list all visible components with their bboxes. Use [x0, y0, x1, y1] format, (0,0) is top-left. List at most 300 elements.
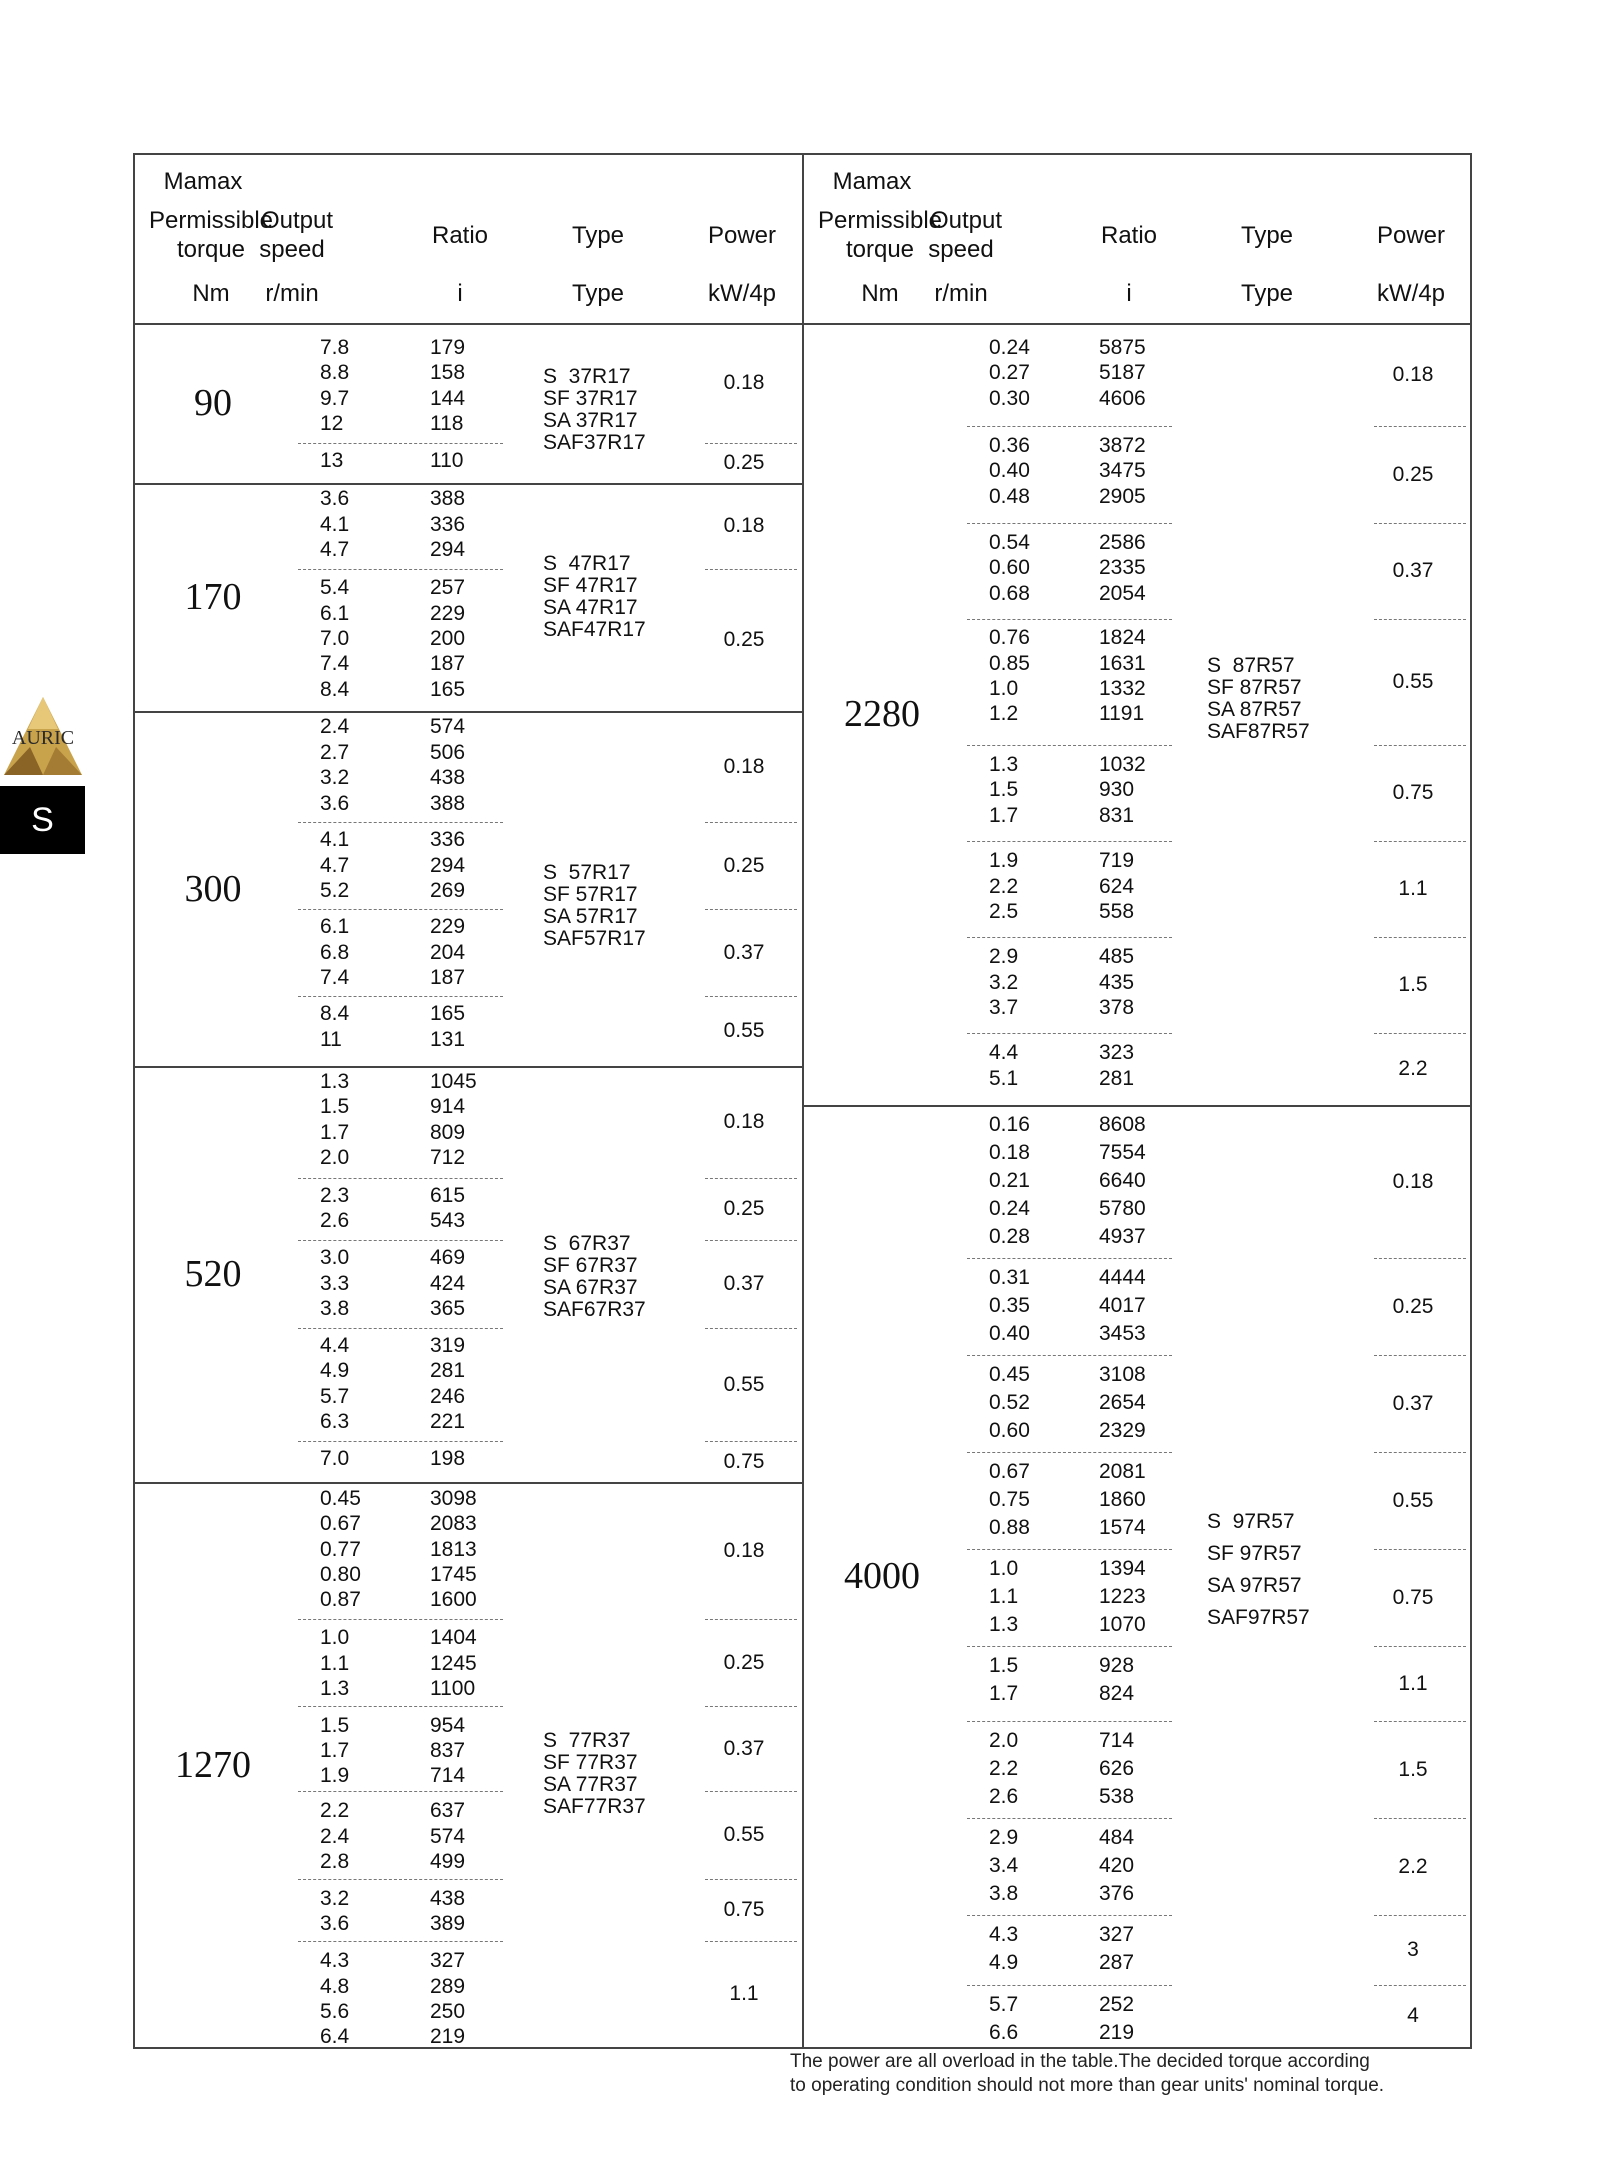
output-speed: 2.0 — [320, 1146, 350, 1169]
row-separator — [967, 619, 1172, 620]
output-speed: 7.8 — [320, 336, 350, 359]
table-header-divider — [133, 323, 1470, 325]
ratio-value: 615 — [430, 1184, 466, 1207]
header-power-unit: kW/4p — [707, 280, 777, 307]
power-separator — [1374, 1258, 1466, 1259]
output-speed: 9.7 — [320, 387, 350, 410]
output-speed: 0.88 — [989, 1516, 1030, 1539]
type-designation — [1207, 655, 1310, 743]
output-speed: 1.7 — [320, 1739, 350, 1762]
output-speed: 6.8 — [320, 941, 350, 964]
power-separator — [705, 909, 797, 910]
power-separator — [1374, 1985, 1466, 1986]
power-value: 1.5 — [1398, 973, 1428, 996]
output-speed: 3.6 — [320, 487, 350, 510]
output-speed: 0.45 — [989, 1363, 1030, 1386]
type-designation — [543, 1730, 646, 1818]
type-line: SAF67R37 — [543, 1298, 646, 1321]
output-speed: 6.4 — [320, 2025, 350, 2048]
ratio-value: 219 — [1099, 2021, 1135, 2044]
power-value: 0.25 — [723, 1197, 765, 1220]
type-line: SF 37R17 — [543, 387, 638, 410]
header-speed-unit: r/min — [934, 280, 988, 307]
ratio-value: 485 — [1099, 945, 1135, 968]
ratio-value: 809 — [430, 1121, 466, 1144]
ratio-value: 179 — [430, 336, 466, 359]
output-speed: 1.7 — [989, 1682, 1019, 1705]
row-separator — [967, 1985, 1172, 1986]
ratio-value: 281 — [1099, 1067, 1135, 1090]
ratio-value: 837 — [430, 1739, 466, 1762]
output-speed: 3.6 — [320, 792, 350, 815]
output-speed: 1.3 — [989, 753, 1019, 776]
output-speed: 4.8 — [320, 1975, 350, 1998]
torque-value: 2280 — [844, 693, 920, 735]
power-separator — [705, 1441, 797, 1442]
type-line: SAF87R57 — [1207, 720, 1310, 743]
output-speed: 0.24 — [989, 336, 1030, 359]
ratio-value: 281 — [430, 1359, 466, 1382]
output-speed: 6.1 — [320, 602, 350, 625]
power-separator — [705, 1879, 797, 1880]
output-speed: 0.76 — [989, 626, 1030, 649]
ratio-value: 506 — [430, 741, 466, 764]
output-speed: 7.0 — [320, 627, 350, 650]
row-separator — [298, 909, 503, 910]
type-line: SAF37R17 — [543, 431, 646, 454]
output-speed: 5.2 — [320, 879, 350, 902]
power-value: 1.1 — [729, 1982, 759, 2005]
output-speed: 2.2 — [989, 1757, 1019, 1780]
output-speed: 13 — [320, 449, 344, 472]
type-line: SA 37R17 — [543, 409, 638, 432]
output-speed: 2.2 — [989, 875, 1019, 898]
output-speed: 1.9 — [989, 849, 1019, 872]
output-speed: 4.7 — [320, 538, 350, 561]
ratio-value: 2654 — [1099, 1391, 1146, 1414]
output-speed: 1.3 — [989, 1613, 1019, 1636]
output-speed: 3.4 — [989, 1854, 1019, 1877]
output-speed: 2.5 — [989, 900, 1019, 923]
output-speed: 3.2 — [320, 766, 350, 789]
ratio-value: 336 — [430, 513, 466, 536]
power-separator — [705, 1706, 797, 1707]
output-speed: 0.40 — [989, 459, 1030, 482]
header-torque-label: Mamax — [832, 168, 912, 195]
row-separator — [967, 1721, 1172, 1722]
power-value: 0.55 — [723, 1019, 765, 1042]
row-separator — [298, 1328, 503, 1329]
ratio-value: 294 — [430, 538, 466, 561]
type-line: S 37R17 — [543, 365, 631, 388]
type-designation — [1207, 1506, 1310, 1634]
ratio-value: 1631 — [1099, 652, 1146, 675]
ratio-value: 1245 — [430, 1652, 477, 1675]
output-speed: 4.1 — [320, 513, 350, 536]
ratio-value: 1860 — [1099, 1488, 1146, 1511]
output-speed: 1.0 — [320, 1626, 350, 1649]
power-separator — [705, 1178, 797, 1179]
output-speed: 0.67 — [989, 1460, 1030, 1483]
power-separator — [705, 822, 797, 823]
output-speed: 4.7 — [320, 854, 350, 877]
power-value: 0.18 — [1392, 362, 1434, 386]
ratio-value: 424 — [430, 1272, 466, 1295]
output-speed: 7.4 — [320, 652, 350, 675]
ratio-value: 1404 — [430, 1626, 477, 1649]
ratio-value: 712 — [430, 1146, 466, 1169]
type-designation — [543, 553, 646, 641]
output-speed: 6.6 — [989, 2021, 1019, 2044]
power-value: 0.75 — [1392, 1585, 1434, 1609]
footnote-line: to operating condition should not more than gear units' nominal torque. — [790, 2075, 1385, 2096]
output-speed: 2.2 — [320, 1799, 350, 1822]
output-speed: 2.3 — [320, 1184, 350, 1207]
header-torque-unit: Nm — [192, 280, 230, 307]
power-separator — [1374, 1646, 1466, 1647]
ratio-value: 538 — [1099, 1785, 1135, 1808]
ratio-value: 558 — [1099, 900, 1135, 923]
row-separator — [967, 1452, 1172, 1453]
output-speed: 0.28 — [989, 1225, 1030, 1248]
power-separator — [1374, 1721, 1466, 1722]
output-speed: 1.5 — [989, 1654, 1019, 1677]
torque-value: 90 — [194, 382, 232, 424]
group-divider — [133, 711, 802, 713]
output-speed: 4.9 — [989, 1951, 1019, 1974]
output-speed: 0.60 — [989, 1419, 1030, 1442]
type-line: SA 57R17 — [543, 905, 638, 928]
ratio-value: 2083 — [430, 1512, 477, 1535]
ratio-value: 714 — [430, 1764, 466, 1787]
header-speed-label: speed — [259, 236, 325, 263]
row-separator — [298, 569, 503, 570]
output-speed: 4.1 — [320, 828, 350, 851]
ratio-value: 365 — [430, 1297, 466, 1320]
power-value: 0.37 — [1392, 559, 1434, 582]
ratio-value: 1824 — [1099, 626, 1146, 649]
output-speed: 6.3 — [320, 1410, 350, 1433]
output-speed: 3.8 — [989, 1882, 1019, 1905]
header-type-label: Type — [1240, 280, 1294, 307]
ratio-value: 4444 — [1099, 1266, 1146, 1289]
ratio-value: 1223 — [1099, 1585, 1146, 1608]
output-speed: 0.87 — [320, 1588, 361, 1611]
ratio-value: 257 — [430, 576, 466, 599]
power-value: 0.25 — [723, 1650, 765, 1674]
output-speed: 1.7 — [320, 1121, 350, 1144]
row-separator — [298, 996, 503, 997]
ratio-value: 624 — [1099, 875, 1135, 898]
power-value: 0.75 — [723, 1449, 765, 1473]
power-separator — [1374, 841, 1466, 842]
power-separator — [1374, 1452, 1466, 1453]
output-speed: 0.30 — [989, 387, 1030, 410]
power-separator — [705, 1791, 797, 1792]
output-speed: 3.2 — [320, 1887, 350, 1910]
output-speed: 1.7 — [989, 804, 1019, 827]
output-speed: 8.4 — [320, 1002, 350, 1025]
power-separator — [1374, 523, 1466, 524]
type-line: SAF97R57 — [1207, 1606, 1310, 1629]
type-line: SA 47R17 — [543, 596, 638, 619]
row-separator — [298, 1178, 503, 1179]
power-value: 2.2 — [1398, 1854, 1428, 1878]
ratio-value: 574 — [430, 715, 466, 738]
header-type-label: Type — [571, 222, 625, 249]
ratio-value: 543 — [430, 1209, 466, 1232]
header-torque-label: Permissible — [817, 207, 943, 234]
output-speed: 0.85 — [989, 652, 1030, 675]
output-speed: 5.6 — [320, 2000, 350, 2023]
row-separator — [298, 1441, 503, 1442]
row-separator — [967, 1646, 1172, 1647]
power-separator — [705, 1240, 797, 1241]
table-border — [1470, 153, 1472, 2049]
header-speed-label: speed — [928, 236, 994, 263]
type-line: SAF77R37 — [543, 1795, 646, 1818]
type-line: SF 77R37 — [543, 1751, 638, 1774]
ratio-value: 719 — [1099, 849, 1135, 872]
power-separator — [1374, 745, 1466, 746]
type-designation — [543, 366, 646, 454]
output-speed: 0.75 — [989, 1488, 1030, 1511]
power-value: 0.55 — [1392, 1488, 1434, 1512]
power-separator — [1374, 1915, 1466, 1916]
power-value: 0.18 — [723, 1538, 765, 1562]
ratio-value: 5875 — [1099, 336, 1146, 359]
type-line: SF 47R17 — [543, 574, 638, 597]
type-line: S 67R37 — [543, 1232, 631, 1255]
table-border — [802, 153, 804, 2047]
output-speed: 11 — [320, 1028, 342, 1051]
ratio-value: 252 — [1099, 1993, 1135, 2016]
output-speed: 3.6 — [320, 1912, 350, 1935]
ratio-value: 378 — [1099, 996, 1135, 1019]
ratio-value: 269 — [430, 879, 466, 902]
ratio-value: 323 — [1099, 1041, 1135, 1064]
ratio-value: 2054 — [1099, 582, 1146, 605]
ratio-value: 1745 — [430, 1563, 477, 1586]
footnote — [790, 2050, 1384, 2098]
ratio-value: 229 — [430, 915, 466, 938]
output-speed: 1.9 — [320, 1764, 350, 1787]
output-speed: 2.9 — [989, 1826, 1019, 1849]
output-speed: 1.0 — [989, 1557, 1019, 1580]
output-speed: 0.80 — [320, 1563, 361, 1586]
type-line: SA 87R57 — [1207, 698, 1302, 721]
power-value: 0.55 — [723, 1372, 765, 1396]
output-speed: 0.77 — [320, 1538, 361, 1561]
row-separator — [967, 1818, 1172, 1819]
output-speed: 3.7 — [989, 996, 1019, 1019]
power-value: 0.75 — [723, 1898, 765, 1921]
power-value: 0.25 — [723, 628, 765, 651]
output-speed: 0.31 — [989, 1266, 1030, 1289]
output-speed: 2.7 — [320, 741, 350, 764]
ratio-value: 204 — [430, 941, 466, 964]
ratio-value: 484 — [1099, 1826, 1135, 1849]
output-speed: 0.40 — [989, 1322, 1030, 1345]
header-type-label: Type — [1240, 222, 1294, 249]
ratio-value: 420 — [1099, 1854, 1135, 1877]
ratio-value: 376 — [1099, 1882, 1135, 1905]
ratio-value: 158 — [430, 361, 466, 384]
power-value: 0.37 — [723, 1736, 765, 1760]
ratio-value: 438 — [430, 766, 466, 789]
row-separator — [967, 523, 1172, 524]
ratio-value: 6640 — [1099, 1169, 1146, 1192]
type-line: S 77R37 — [543, 1729, 631, 1752]
ratio-value: 3475 — [1099, 459, 1146, 482]
ratio-value: 250 — [430, 2000, 466, 2023]
output-speed: 2.4 — [320, 1825, 350, 1848]
ratio-value: 131 — [430, 1028, 466, 1051]
ratio-value: 2586 — [1099, 531, 1146, 554]
row-separator — [967, 1258, 1172, 1259]
ratio-value: 388 — [430, 792, 466, 815]
type-line: SF 97R57 — [1207, 1542, 1302, 1565]
header-speed-label: Output — [929, 207, 1003, 234]
power-separator — [705, 996, 797, 997]
power-separator — [705, 1619, 797, 1620]
ratio-value: 246 — [430, 1385, 466, 1408]
ratio-value: 200 — [430, 627, 466, 650]
type-line: SAF57R17 — [543, 927, 646, 950]
ratio-value: 221 — [430, 1410, 466, 1433]
power-value: 0.55 — [723, 1823, 765, 1846]
output-speed: 1.0 — [989, 677, 1019, 700]
output-speed: 5.7 — [989, 1993, 1019, 2016]
output-speed: 0.36 — [989, 434, 1030, 457]
output-speed: 1.1 — [989, 1585, 1019, 1608]
output-speed: 0.35 — [989, 1294, 1030, 1317]
ratio-value: 2905 — [1099, 485, 1146, 508]
output-speed: 8.4 — [320, 678, 350, 701]
output-speed: 0.27 — [989, 361, 1030, 384]
ratio-value: 1045 — [430, 1070, 477, 1093]
type-designation — [543, 1233, 646, 1321]
output-speed: 1.2 — [989, 702, 1019, 725]
power-separator — [1374, 1355, 1466, 1356]
torque-value: 520 — [184, 1253, 242, 1295]
ratio-value: 118 — [430, 412, 464, 435]
type-line: SA 97R57 — [1207, 1574, 1302, 1597]
power-value: 2.2 — [1398, 1057, 1428, 1080]
output-speed: 1.3 — [320, 1070, 350, 1093]
torque-value: 300 — [184, 867, 242, 910]
power-value: 0.37 — [723, 940, 765, 964]
torque-value: 170 — [184, 576, 242, 618]
header-torque-label: Permissible — [148, 207, 274, 234]
output-speed: 1.3 — [320, 1677, 350, 1700]
table-border — [133, 153, 135, 2047]
ratio-value: 1100 — [430, 1677, 476, 1700]
power-separator — [705, 569, 797, 570]
ratio-value: 3098 — [430, 1487, 477, 1510]
row-separator — [967, 937, 1172, 938]
ratio-value: 930 — [1099, 778, 1135, 801]
power-separator — [1374, 619, 1466, 620]
ratio-value: 327 — [430, 1949, 466, 1972]
output-speed: 4.3 — [320, 1949, 350, 1972]
power-value: 0.55 — [1392, 670, 1434, 693]
power-separator — [1374, 426, 1466, 427]
header-power-label: Power — [707, 222, 777, 249]
output-speed: 4.4 — [320, 1334, 350, 1357]
power-separator — [705, 443, 797, 444]
output-speed: 3.8 — [320, 1297, 350, 1320]
header-torque-label: Mamax — [163, 168, 243, 195]
power-value: 0.18 — [723, 514, 765, 537]
ratio-value: 1070 — [1099, 1613, 1146, 1636]
ratio-value: 165 — [430, 1002, 466, 1025]
group-divider — [133, 483, 802, 485]
ratio-value: 294 — [430, 854, 466, 877]
type-line: S 57R17 — [543, 861, 631, 884]
ratio-value: 2329 — [1099, 1419, 1146, 1442]
ratio-value: 2335 — [1099, 556, 1146, 579]
type-line: SF 67R37 — [543, 1254, 638, 1277]
ratio-value: 438 — [430, 1887, 466, 1910]
power-value: 0.25 — [723, 853, 765, 877]
ratio-value: 714 — [1099, 1729, 1135, 1752]
ratio-value: 954 — [430, 1714, 466, 1737]
footnote-line: The power are all overload in the table.The decided torque according — [790, 2051, 1370, 2072]
ratio-value: 219 — [430, 2025, 466, 2048]
ratio-value: 626 — [1099, 1757, 1135, 1780]
ratio-value: 4017 — [1099, 1294, 1146, 1317]
power-value: 0.25 — [1392, 462, 1434, 486]
ratio-value: 831 — [1099, 804, 1135, 827]
output-speed: 1.1 — [320, 1652, 350, 1675]
ratio-value: 1032 — [1099, 753, 1146, 776]
ratio-value: 7554 — [1099, 1141, 1146, 1164]
output-speed: 0.54 — [989, 531, 1030, 554]
ratio-value: 1332 — [1099, 677, 1146, 700]
row-separator — [298, 1706, 503, 1707]
output-speed: 0.52 — [989, 1391, 1030, 1414]
ratio-value: 229 — [430, 602, 466, 625]
ratio-value: 1191 — [1099, 702, 1145, 725]
header-ratio-unit: i — [1126, 280, 1132, 307]
row-separator — [298, 822, 503, 823]
header-ratio-label: Ratio — [431, 222, 489, 249]
output-speed: 1.5 — [989, 778, 1019, 801]
output-speed: 0.24 — [989, 1197, 1030, 1220]
output-speed: 0.67 — [320, 1512, 361, 1535]
output-speed: 5.4 — [320, 576, 350, 599]
output-speed: 3.0 — [320, 1246, 350, 1269]
row-separator — [967, 1033, 1172, 1034]
power-value: 1.1 — [1398, 1671, 1428, 1695]
output-speed: 2.0 — [989, 1729, 1019, 1752]
row-separator — [298, 1619, 503, 1620]
row-separator — [967, 1355, 1172, 1356]
header-speed-unit: r/min — [265, 280, 319, 307]
ratio-value: 319 — [430, 1334, 466, 1357]
type-line: S 87R57 — [1207, 654, 1295, 677]
ratio-value: 8608 — [1099, 1113, 1146, 1136]
header-torque-label: torque — [845, 236, 915, 263]
power-value: 4 — [1407, 2004, 1419, 2027]
output-speed: 0.45 — [320, 1487, 361, 1510]
ratio-value: 4937 — [1099, 1225, 1146, 1248]
power-value: 0.37 — [723, 1272, 765, 1295]
ratio-value: 2081 — [1099, 1460, 1146, 1483]
header-ratio-label: Ratio — [1100, 222, 1158, 249]
output-speed: 4.9 — [320, 1359, 350, 1382]
